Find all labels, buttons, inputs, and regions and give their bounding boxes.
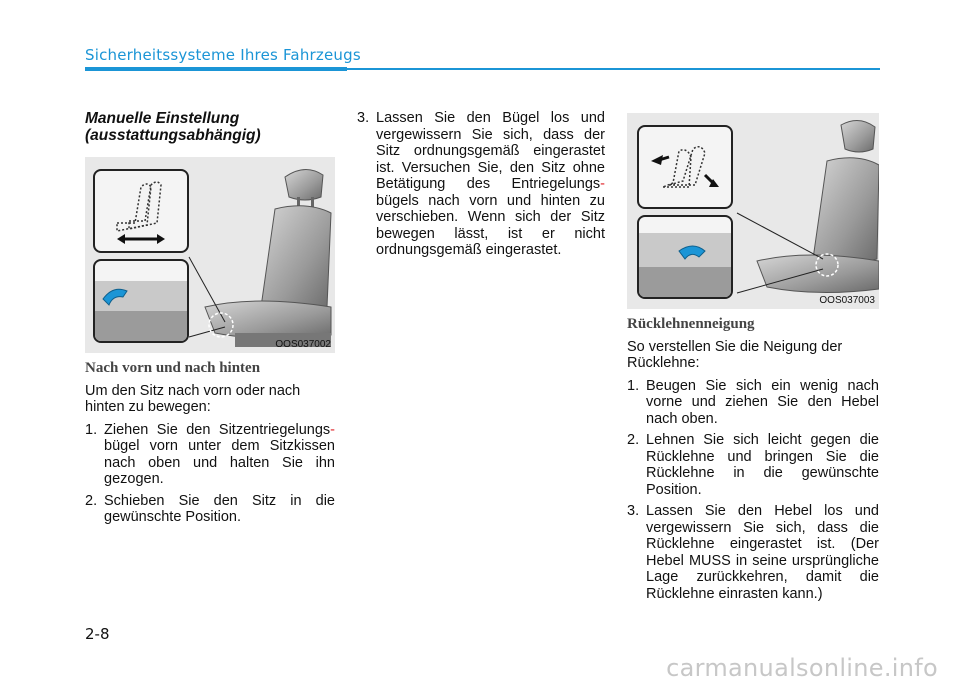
watermark: carmanualsonline.info	[666, 654, 938, 682]
header-rule-thin	[347, 68, 880, 70]
forward-backward-intro: Um den Sitz nach vorn oder nach hinten zu bewegen:	[85, 382, 301, 415]
seat-slide-figure	[85, 157, 335, 353]
header-title: Sicherheitssysteme Ihres Fahrzeugs	[85, 46, 361, 64]
list-item: 1. Ziehen Sie den Sitzentriegelungs- bügel vorn unter dem Sitzkissen nach oben und halten Sie ihn gezogen.	[85, 421, 335, 487]
recline-steps	[627, 378, 879, 603]
forward-backward-section	[85, 360, 335, 531]
recline-heading: Rücklehnenneigung	[627, 316, 755, 332]
recline-section	[627, 316, 879, 607]
list-item: 2. Lehnen Sie sich leicht gegen die Rücklehne und bringen Sie die Rücklehne in die gewünschte Position.	[627, 432, 879, 498]
header-rule-thick	[85, 67, 347, 71]
forward-backward-heading: Nach vorn und nach hinten	[85, 360, 261, 376]
list-item: 2. Schieben Sie den Sitz in die gewünschte Position.	[85, 492, 335, 525]
list-item: 3. Lassen Sie den Bügel los und vergewissern Sie sich, dass der Sitz ordnungsgemäß eingerastet ist. Versuchen Sie, den Sitz ohne Betätigung des Entriegelungs- bügels nach vorn und hinten zu verschieben. Wenn sich der Sitz bewegen lässt, ist er nicht ordnungsgemäß eingerastet.	[357, 110, 605, 258]
recline-diagram	[639, 127, 731, 207]
figure-code: OOS037003	[819, 295, 875, 306]
section-title-line2: (ausstattungsabhängig)	[85, 127, 261, 144]
recline-inset-bottom	[637, 215, 733, 299]
page-number: 2-8	[85, 625, 110, 643]
recline-intro: So verstellen Sie die Neigung der Rücklehne:	[627, 338, 843, 371]
seat-slide-inset-top	[93, 169, 189, 253]
recline-inset-top	[637, 125, 733, 209]
seat-slide-inset-bottom	[93, 259, 189, 343]
section-title-line1: Manuelle Einstellung	[85, 110, 240, 127]
lever-closeup	[95, 261, 187, 341]
column-left	[85, 110, 335, 144]
seat-slide-diagram	[95, 171, 187, 251]
section-title	[85, 110, 335, 144]
column-middle	[357, 110, 605, 264]
forward-backward-steps	[85, 422, 335, 526]
recline-figure	[627, 113, 879, 309]
recline-lever-closeup	[639, 217, 731, 297]
list-item: 1. Beugen Sie sich ein wenig nach vorne und ziehen Sie den Hebel nach oben.	[627, 377, 879, 427]
figure-code: OOS037002	[275, 339, 331, 350]
list-item: 3. Lassen Sie den Hebel los und vergewissern Sie sich, dass die Rücklehne eingerastet ist. (Der Hebel MUSS in seine ursprüngliche Lage zurückkehren, damit die Rücklehne einrasten kann.)	[627, 503, 879, 602]
forward-backward-steps-cont	[357, 110, 605, 259]
